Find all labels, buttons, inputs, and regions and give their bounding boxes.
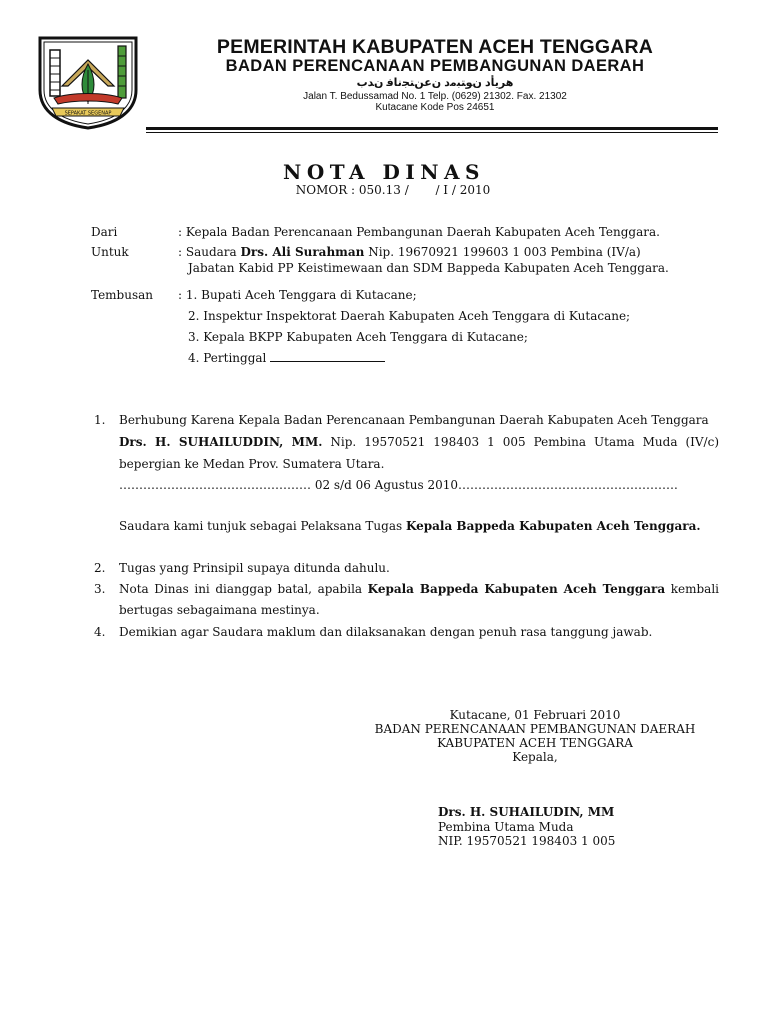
paragraph-1-number: 1. — [94, 413, 106, 427]
cc-item-4-text: 4. Pertinggal — [188, 351, 271, 365]
letterhead-rule-thin — [146, 132, 718, 133]
from-label: Dari — [91, 225, 118, 239]
cc-label: Tembusan — [91, 288, 154, 302]
signatory-name: Drs. H. SUHAILUDIN, MM — [438, 805, 615, 819]
paragraph-2-text: Tugas yang Prinsipil supaya ditunda dahulu. — [119, 561, 390, 575]
paragraph-1-line-3: bepergian ke Medan Prov. Sumatera Utara. — [119, 457, 385, 471]
paragraph-3-line-2: bertugas sebagaimana mestinya. — [119, 603, 320, 617]
assignment-prefix: Saudara kami tunjuk sebagai Pelaksana Tugas — [119, 519, 406, 533]
acting-head-details: Nip. 19570521 198403 1 005 Pembina Utama Muda (IV/c) — [322, 435, 719, 449]
p3-prefix: Nota Dinas ini dianggap batal, apabila — [119, 582, 368, 596]
paragraph-4-text: Demikian agar Saudara maklum dan dilaksanakan dengan penuh rasa tanggung jawab. — [119, 625, 653, 639]
regency-emblem-logo — [32, 34, 144, 130]
letterhead-government: PEMERINTAH KABUPATEN ACEH TENGGARA — [216, 36, 654, 58]
cc-item-1: : 1. Bupati Aceh Tenggara di Kutacane; — [178, 288, 417, 302]
letterhead-city: Kutacane Kode Pos 24651 — [375, 102, 495, 113]
paragraph-3-line-1 — [119, 582, 719, 596]
letterhead-agency: BADAN PERENCANAAN PEMBANGUNAN DAERAH — [225, 57, 645, 75]
paragraph-1-assignment — [119, 519, 719, 533]
signature-org-1: BADAN PERENCANAAN PEMBANGUNAN DAERAH — [374, 722, 696, 736]
to-suffix: Nip. 19670921 199603 1 003 Pembina (IV/a) — [364, 245, 641, 259]
paragraph-3-number: 3. — [94, 582, 106, 596]
letterhead-address: Jalan T. Bedussamad No. 1 Telp. (0629) 21302. Fax. 21302 — [303, 91, 567, 102]
assignment-role: Kepala Bappeda Kabupaten Aceh Tenggara. — [405, 519, 701, 533]
signatory-rank: Pembina Utama Muda — [438, 820, 574, 834]
svg-text:SEPAKAT SEGENAP: SEPAKAT SEGENAP — [64, 110, 112, 117]
signature-place-date: Kutacane, 01 Februari 2010 — [449, 708, 621, 722]
cc-item-4 — [188, 351, 385, 365]
p3-role: Kepala Bappeda Kabupaten Aceh Tenggara — [367, 582, 666, 596]
document-number: NOMOR : 050.13 / / I / 2010 — [295, 183, 491, 197]
letterhead-rule-thick — [146, 127, 718, 130]
signatory-nip: NIP. 19570521 198403 1 005 — [438, 834, 616, 848]
paragraph-1-line-2 — [119, 435, 719, 449]
to-prefix: : Saudara — [178, 245, 241, 259]
to-value — [178, 245, 641, 259]
cc-item-2: 2. Inspektur Inspektorat Daerah Kabupaten Aceh Tenggara di Kutacane; — [188, 309, 631, 323]
archive-blank-line — [270, 351, 385, 362]
to-name: Drs. Ali Surahman — [240, 245, 365, 259]
acting-head-name: Drs. H. SUHAILUDDIN, MM. — [119, 435, 323, 449]
document-title: NOTA DINAS — [283, 160, 485, 184]
letterhead-local-script: ﻫﺮﻳﺄﺩ ﻥﻮﺘﺒﻣﺩ ﻥﻋﻦﺘﺠﻧﺎﻓ ﻥﺪﺏ — [356, 77, 514, 89]
paragraph-1-line-1: Berhubung Karena Kepala Badan Perencanaan Pembangunan Daerah Kabupaten Aceh Tenggara — [119, 413, 709, 427]
to-position: Jabatan Kabid PP Keistimewaan dan SDM Bappeda Kabupaten Aceh Tenggara. — [188, 261, 669, 275]
paragraph-4-number: 4. — [94, 625, 106, 639]
signature-org-2: KABUPATEN ACEH TENGGARA — [437, 736, 633, 750]
paragraph-2-number: 2. — [94, 561, 106, 575]
p3-suffix: kembali — [665, 582, 720, 596]
cc-item-3: 3. Kepala BKPP Kabupaten Aceh Tenggara di Kutacane; — [188, 330, 528, 344]
signature-position: Kepala, — [512, 750, 558, 764]
from-value: : Kepala Badan Perencanaan Pembangunan Daerah Kabupaten Aceh Tenggara. — [178, 225, 660, 239]
to-label: Untuk — [91, 245, 129, 259]
paragraph-1-dates: ………………………………………… 02 s/d 06 Agustus 2010………………………………………………. — [119, 478, 678, 492]
